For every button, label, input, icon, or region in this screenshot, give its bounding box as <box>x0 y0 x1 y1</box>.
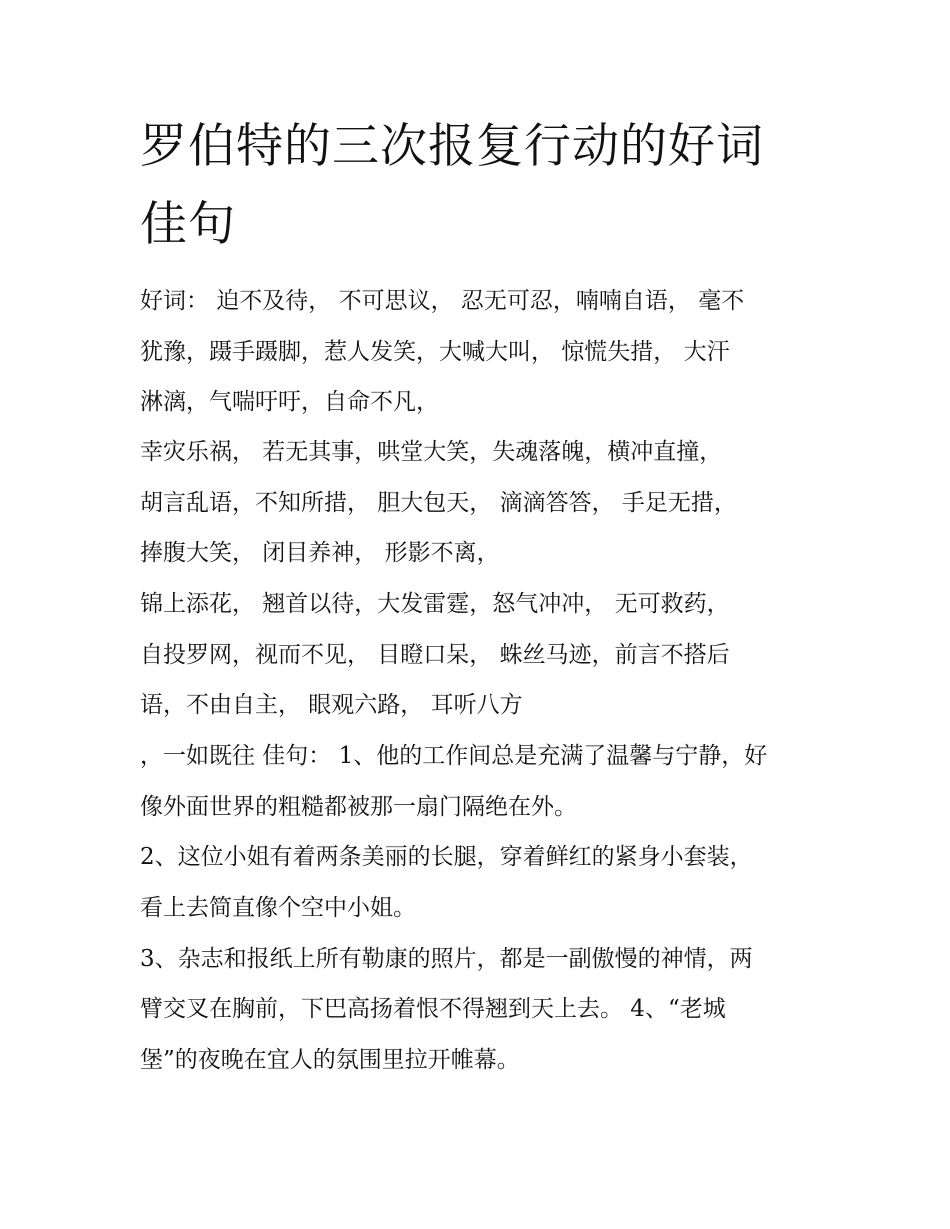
document-title-line-1: 罗伯特的三次报复行动的好词 <box>140 119 764 174</box>
body-line-14: 3、杂志和报纸上所有勒康的照片，都是一副傲慢的神情，两 <box>140 946 753 972</box>
body-line-4: 幸灾乐祸， 若无其事，哄堂大笑，失魂落魄，横冲直撞， <box>140 439 723 465</box>
body-line-13: 看上去简直像个空中小姐。 <box>140 895 416 921</box>
body-line-16: 堡”的夜晚在宜人的氛围里拉开帷幕。 <box>140 1047 520 1073</box>
body-line-6: 捧腹大笑， 闭目养神， 形影不离， <box>140 540 500 566</box>
body-line-5: 胡言乱语，不知所措， 胆大包天， 滴滴答答， 手足无措， <box>140 490 737 516</box>
document-title-line-2: 佳句 <box>140 197 236 252</box>
body-line-3: 淋漓，气喘吁吁，自命不凡， <box>140 389 439 415</box>
body-line-10: ，一如既往 佳句： 1、他的工作间总是充满了温馨与宁静，好 <box>140 743 768 769</box>
body-line-11: 像外面世界的粗糙都被那一扇门隔绝在外。 <box>140 794 577 820</box>
body-line-1: 好词： 迫不及待， 不可思议， 忍无可忍，喃喃自语， 毫不 <box>140 288 745 314</box>
body-line-12: 2、这位小姐有着两条美丽的长腿，穿着鲜红的紧身小套装， <box>140 844 753 870</box>
body-line-2: 犹豫，蹑手蹑脚，惹人发笑，大喊大叫， 惊慌失措， 大汗 <box>140 339 730 365</box>
body-line-7: 锦上添花， 翘首以待，大发雷霆，怒气冲冲， 无可救药， <box>140 591 730 617</box>
body-line-8: 自投罗网，视而不见， 目瞪口呆， 蛛丝马迹，前言不搭后 <box>140 642 730 668</box>
body-line-9: 语，不由自主， 眼观六路， 耳听八方 <box>140 692 523 718</box>
body-line-15: 臂交叉在胸前，下巴高扬着恨不得翘到天上去。 4、“老城 <box>140 996 726 1022</box>
